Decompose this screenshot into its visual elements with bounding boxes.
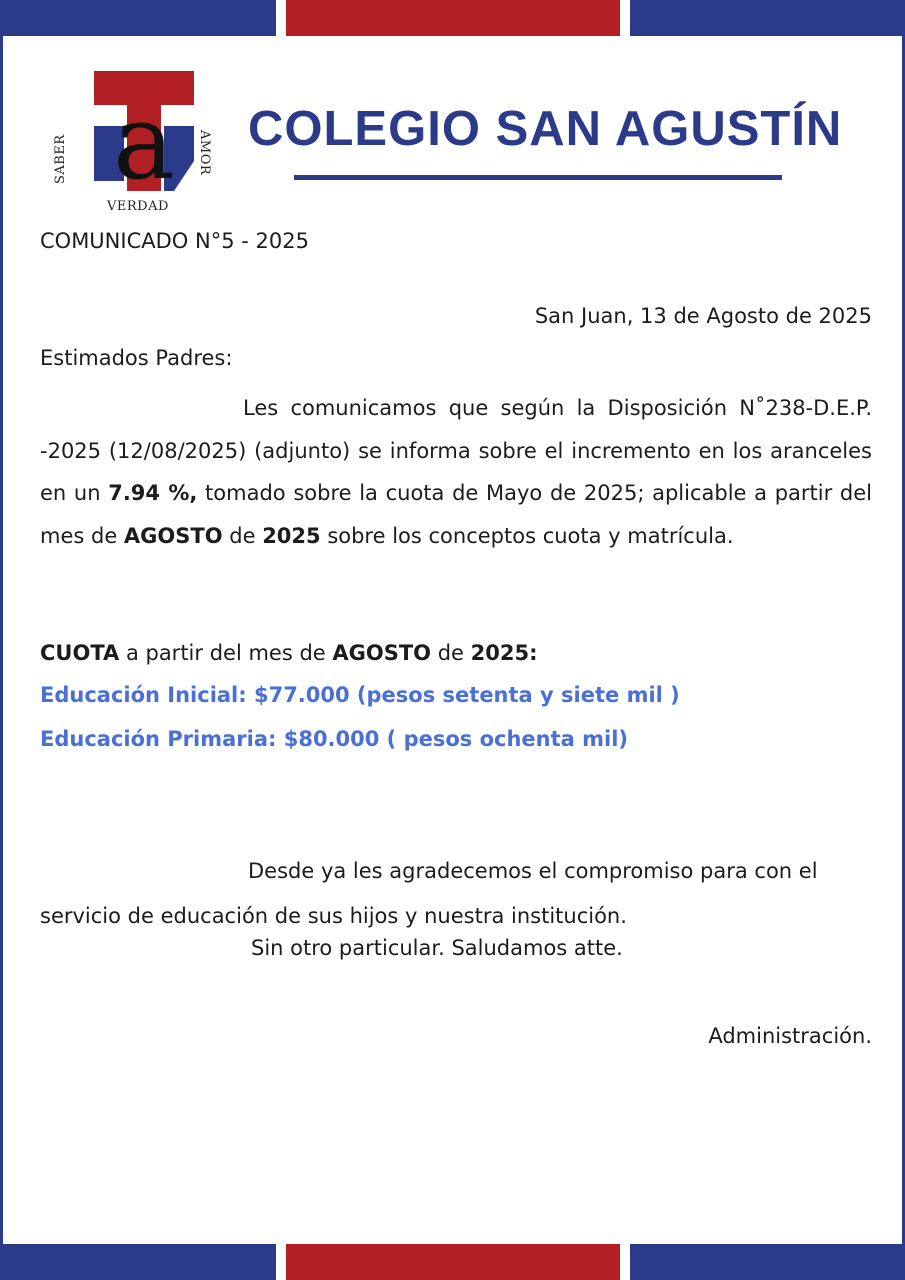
cuota-heading-text: a partir del mes de — [119, 641, 333, 665]
bottom-bar-left — [0, 1244, 276, 1280]
effective-year: 2025 — [262, 524, 321, 549]
bottom-bar-center — [286, 1244, 620, 1280]
greeting: Estimados Padres: — [40, 346, 233, 370]
motto-verdad: VERDAD — [107, 199, 169, 214]
closing-paragraph: Desde ya les agradecemos el compromiso para con el servicio de educación de sus hijos y nuestra institución. — [40, 859, 818, 928]
cuota-month: AGOSTO — [332, 641, 432, 665]
cuota-year: 2025: — [470, 641, 538, 665]
left-border-line — [0, 36, 3, 1244]
announcement-text-2: tomado sobre la cuota de Mayo de 2025; aplicable a partir del mes de — [40, 481, 872, 549]
school-logo — [53, 66, 220, 218]
effective-month: AGOSTO — [123, 524, 223, 549]
school-name: COLEGIO SAN AGUSTÍN — [248, 102, 843, 156]
farewell: Sin otro particular. Saludamos atte. — [251, 936, 623, 960]
announcement-text-4: sobre los conceptos cuota y matrícula. — [320, 524, 734, 549]
letter-date: San Juan, 13 de Agosto de 2025 — [534, 304, 872, 328]
cuota-label: CUOTA — [40, 641, 120, 665]
communique-number: COMUNICADO N°5 - 2025 — [40, 229, 309, 253]
top-bar-right — [630, 0, 905, 36]
increase-percent: 7.94 %, — [108, 481, 198, 506]
motto-saber: SABER — [53, 134, 68, 184]
cuota-heading — [40, 641, 538, 666]
bottom-bar-right — [630, 1244, 905, 1280]
crest-letter: a — [112, 81, 176, 203]
top-bar-left — [0, 0, 276, 36]
announcement-text-3: de — [222, 524, 263, 549]
motto-amor: AMOR — [197, 130, 212, 176]
announcement-text-1: Les comunicamos que según la Disposición N˚238-D.E.P. -2025 (12/08/2025) (adjunto) se informa sobre el incremento en los aranceles en un — [40, 396, 872, 506]
top-bar-center — [286, 0, 620, 36]
title-underline — [294, 175, 782, 180]
fee-primaria: Educación Primaria: $80.000 ( pesos ochenta mil) — [40, 727, 629, 751]
signature: Administración. — [708, 1024, 872, 1048]
announcement-paragraph — [40, 387, 872, 558]
cuota-heading-de: de — [431, 641, 471, 665]
fee-inicial: Educación Inicial: $77.000 (pesos setenta y siete mil ) — [40, 683, 680, 707]
